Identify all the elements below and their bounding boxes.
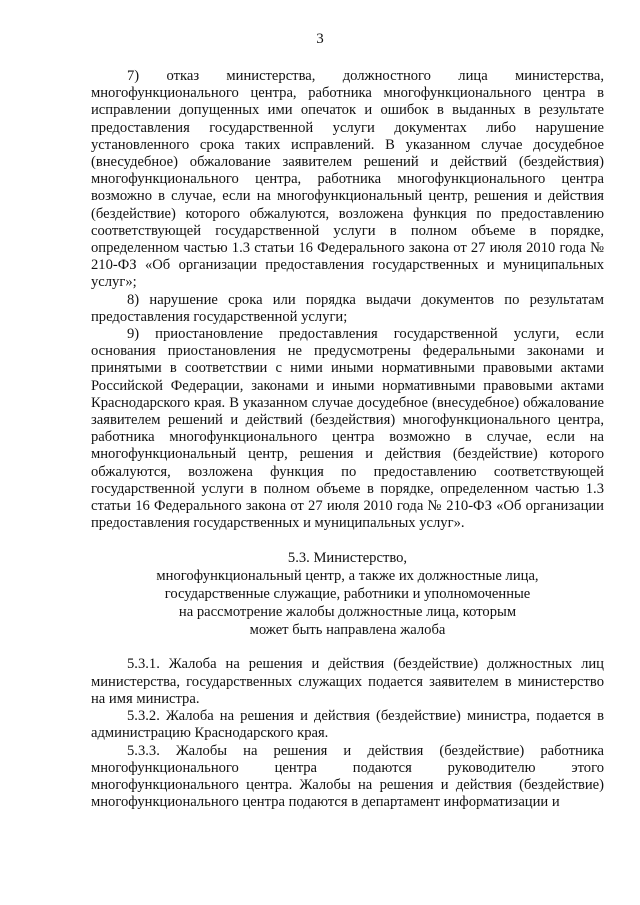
section-heading-line: 5.3. Министерство,	[287, 550, 408, 567]
paragraph-5-3-2: 5.3.2. Жалоба на решения и действия (бездействие) министра, подается в администрацию Краснодарского края.	[91, 708, 604, 742]
page-number: 3	[316, 31, 324, 47]
list-item-8: 8) нарушение срока или порядка выдачи документов по результатам предоставления государственной услуги;	[91, 291, 604, 325]
paragraph-5-3-1: 5.3.1. Жалоба на решения и действия (бездействие) должностных лиц министерства, государственных служащих подается заявителем в министерство на имя министра.	[91, 656, 604, 707]
document-body	[91, 68, 604, 811]
section-heading-line: на рассмотрение жалобы должностные лица, которым	[178, 604, 517, 621]
section-heading-line: может быть направлена жалоба	[249, 622, 446, 639]
list-item-9: 9) приостановление предоставления государственной услуги, если основания приостановления не предусмотрены федеральными законами и принятыми в соответствии с ними иными нормативными правовыми актами Российской Федерации, законами и иными нормативными правовыми актами Краснодарского края. В указанном случае досудебное (внесудебное) обжалование заявителем решений и действий (бездействия) многофункционального центра, работника многофункционального центра возможно в случае, если на многофункциональный центр, решения и действия (бездействие) которого обжалуются, возложена функция по предоставлению соответствующей государственной услуги в полном объеме в порядке, определенном частью 1.3 статьи 16 Федерального закона от 27 июля 2010 года № 210-ФЗ «Об организации предоставления государственных и муниципальных услуг».	[91, 326, 604, 532]
paragraph-5-3-3: 5.3.3. Жалобы на решения и действия (бездействие) работника многофункционального центра подаются руководителю этого многофункционального центра. Жалобы на решения и действия (бездействие) многофункционального центра подаются в департамент информатизации и	[91, 742, 604, 811]
list-item-7: 7) отказ министерства, должностного лица министерства, многофункционального центра, работника многофункционального центра в исправлении допущенных ими опечаток и ошибок в выданных в результате предоставления государственной услуги документах либо нарушение установленного срока таких исправлений. В указанном случае досудебное (внесудебное) обжалование заявителем решений и действий (бездействия) многофункционального центра, работника многофункционального центра возможно в случае, если на многофункциональный центр, решения и действия (бездействие) которого обжалуются, возложена функция по предоставлению соответствующей государственной услуги в полном объеме в порядке, определенном частью 1.3 статьи 16 Федерального закона от 27 июля 2010 года № 210-ФЗ «Об организации предоставления государственных и муниципальных услуг»;	[91, 68, 604, 291]
section-heading	[91, 549, 604, 639]
section-heading-line: многофункциональный центр, а также их должностные лица,	[156, 568, 539, 585]
section-heading-line: государственные служащие, работники и уполномоченные	[164, 586, 531, 603]
